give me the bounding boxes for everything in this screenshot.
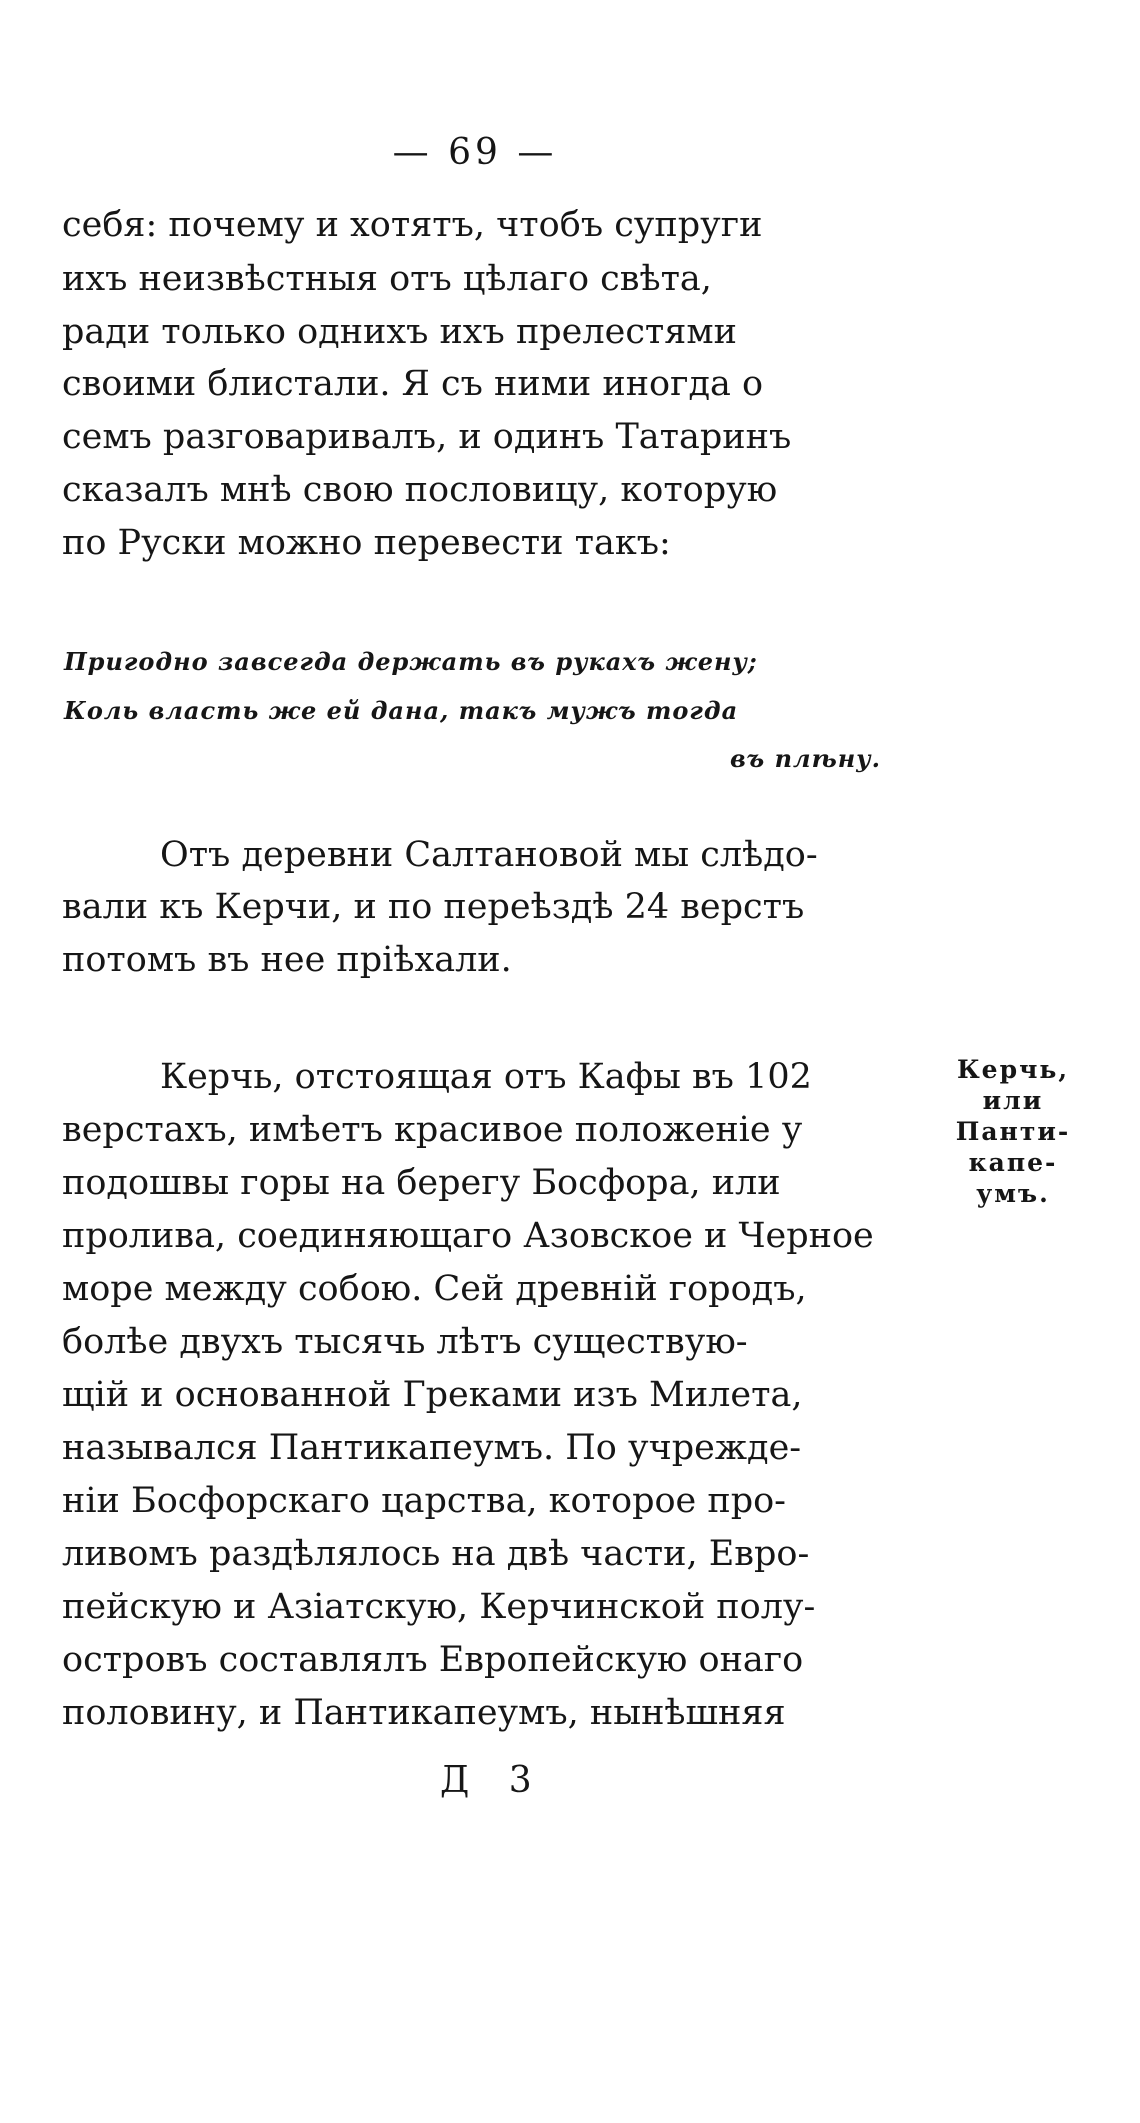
text-line: назывался Пантикапеумъ. По учрежде-: [62, 1428, 802, 1468]
text-line: вали къ Керчи, и по переѣздѣ 24 верстъ: [62, 887, 805, 927]
page-number: — 69 —: [392, 132, 558, 173]
text-line: себя: почему и хотятъ, чтобъ супруги: [62, 205, 763, 245]
margin-note-line: капе-: [968, 1148, 1058, 1177]
text-line: ради только однихъ ихъ прелестями: [62, 312, 737, 352]
text-line: семъ разговаривалъ, и одинъ Татаринъ: [62, 417, 792, 457]
text-line: Керчь, отстоящая отъ Кафы въ 102: [160, 1057, 812, 1097]
text-line: щій и основанной Греками изъ Милета,: [62, 1375, 803, 1415]
text-line: половину, и Пантикапеумъ, нынѣшняя: [62, 1693, 786, 1733]
margin-note-line: умъ.: [976, 1179, 1050, 1208]
text-line: ливомъ раздѣлялось на двѣ части, Евро-: [62, 1534, 810, 1574]
text-line: своими блистали. Я съ ними иногда о: [62, 364, 764, 404]
text-line: ихъ неизвѣстныя отъ цѣлаго свѣта,: [62, 259, 712, 299]
verse-line: Коль власть же ей дана, такъ мужъ тогда: [64, 696, 739, 725]
margin-note-line: Панти-: [955, 1117, 1071, 1146]
text-line: пролива, соединяющаго Азовское и Черное: [62, 1216, 874, 1256]
margin-note-line: Керчь,: [956, 1055, 1070, 1084]
text-line: верстахъ, имѣетъ красивое положеніе у: [62, 1110, 803, 1150]
text-line: болѣе двухъ тысячь лѣтъ существую-: [62, 1322, 748, 1362]
text-line: подошвы горы на берегу Босфора, или: [62, 1163, 781, 1203]
text-line: Отъ деревни Салтановой мы слѣдо-: [160, 835, 818, 875]
text-line: ніи Босфорскаго царства, которое про-: [62, 1481, 787, 1521]
text-line: сказалъ мнѣ свою пословицу, которую: [62, 470, 778, 510]
text-line: пейскую и Азіатскую, Керчинской полу-: [62, 1587, 816, 1627]
margin-note-line: или: [982, 1086, 1044, 1115]
signature-mark: Д 3: [440, 1760, 546, 1801]
text-line: потомъ въ нее пріѣхали.: [62, 940, 512, 980]
text-line: по Руски можно перевести такъ:: [62, 523, 671, 563]
text-line: островъ составлялъ Европейскую онаго: [62, 1640, 804, 1680]
text-line: море между собою. Сей древній городъ,: [62, 1269, 807, 1309]
verse-line: въ плѣну.: [730, 744, 881, 773]
margin-note: [918, 1054, 1108, 1209]
verse-line: Пригодно завсегда держать въ рукахъ жену;: [64, 647, 758, 676]
